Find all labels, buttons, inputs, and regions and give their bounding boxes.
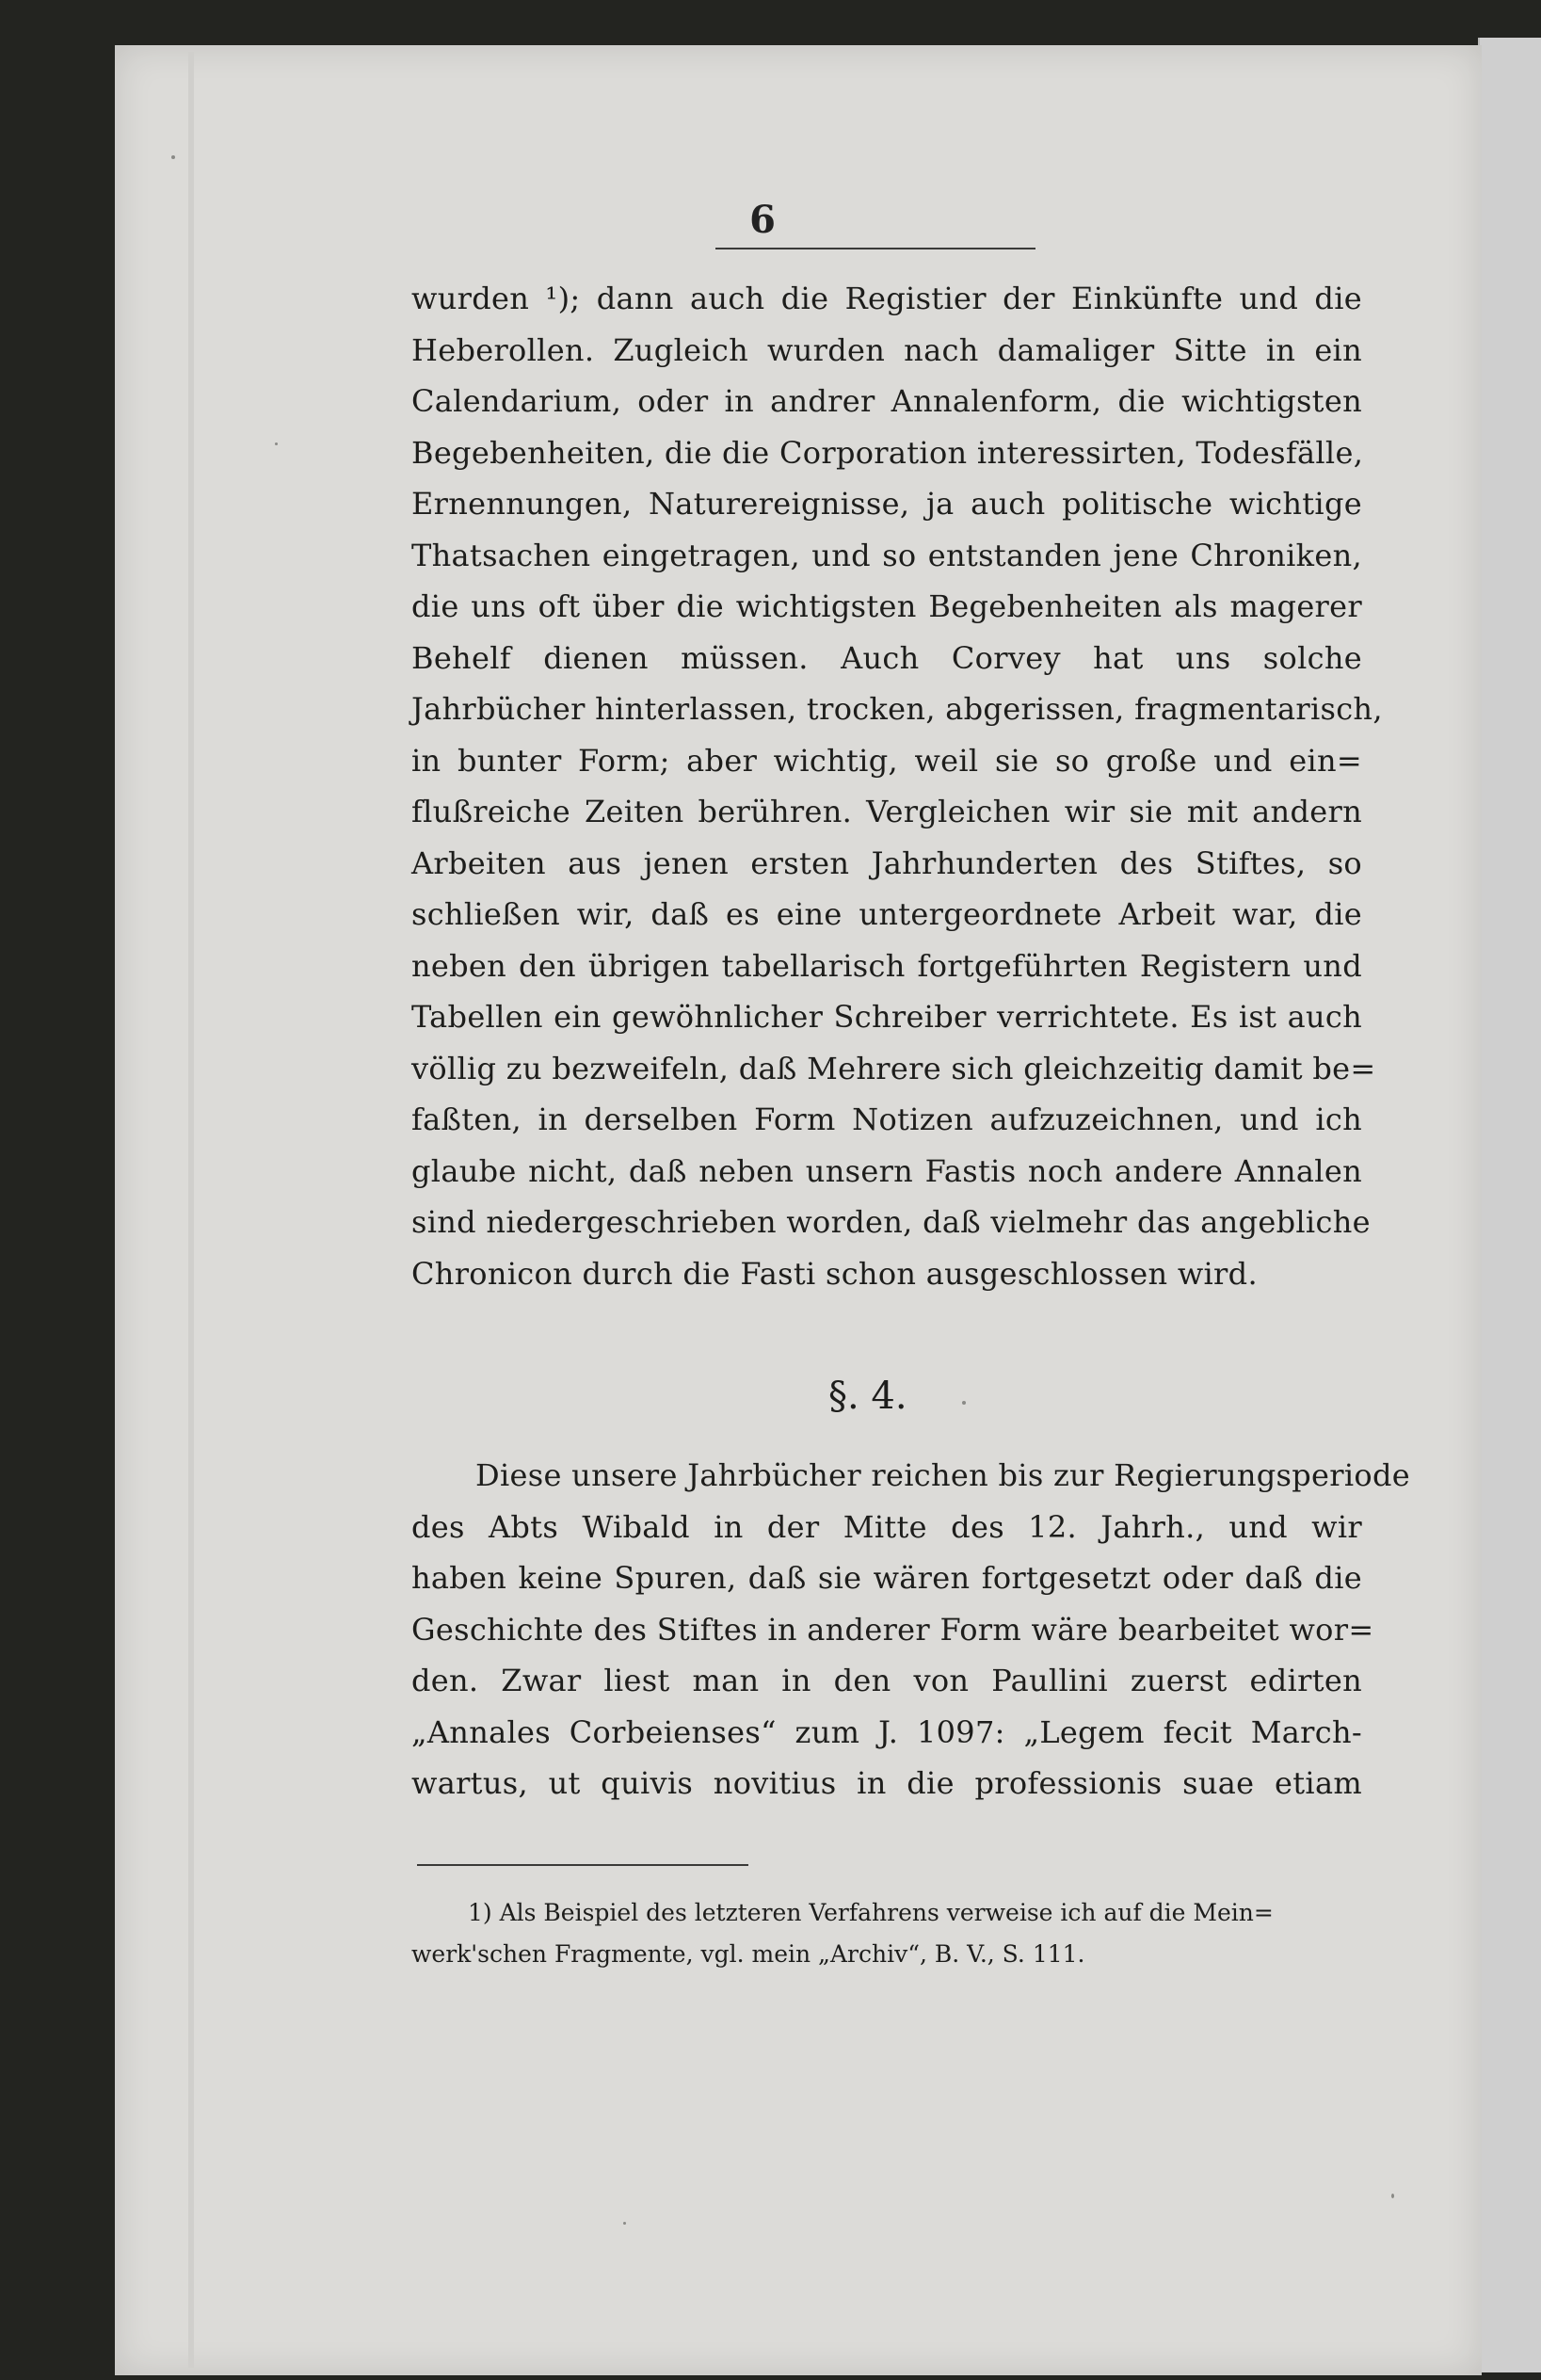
text-line: Begebenheiten, die die Corporation interessirten, Todesfälle, — [411, 434, 1364, 471]
paper-speck — [1391, 2194, 1394, 2198]
section-heading: §. 4. — [828, 1375, 907, 1418]
text-line: Heberollen. Zugleich wurden nach damaliger Sitte in ein — [411, 331, 1362, 368]
text-line: wurden ¹); dann auch die Registier der Einkünfte und die — [411, 281, 1362, 316]
text-line: schließen wir, daß es eine untergeordnete Arbeit war, die — [411, 896, 1362, 932]
text-line: die uns oft über die wichtigsten Begebenheiten als magerer — [411, 588, 1362, 624]
text-line: flußreiche Zeiten berühren. Vergleichen wir sie mit andern — [411, 794, 1362, 829]
text-line: Diese unsere Jahrbücher reichen bis zur Regierungsperiode — [475, 1457, 1411, 1493]
underlying-sheet-edge — [1478, 38, 1541, 2372]
text-line: haben keine Spuren, daß sie wären fortgesetzt oder daß die — [411, 1560, 1362, 1596]
text-line: Jahrbücher hinterlassen, trocken, abgerissen, fragmentarisch, — [411, 691, 1383, 727]
paper-speck — [623, 2222, 626, 2225]
text-line: Geschichte des Stiftes in anderer Form wäre bearbeitet wor= — [411, 1611, 1374, 1648]
text-line: sind niedergeschrieben worden, daß vielmehr das angebliche — [411, 1204, 1371, 1240]
text-line: den. Zwar liest man in den von Paullini zuerst edirten — [411, 1663, 1362, 1698]
page-binding-edge — [188, 52, 194, 2368]
paper-speck — [171, 155, 175, 159]
footnote-line: werk'schen Fragmente, vgl. mein „Archiv“, B. V., S. 111. — [411, 1940, 1085, 1968]
paper-speck — [275, 442, 278, 445]
text-line: Behelf dienen müssen. Auch Corvey hat uns solche — [411, 639, 1362, 676]
text-line: Thatsachen eingetragen, und so entstanden jene Chroniken, — [411, 537, 1362, 573]
text-line: wartus, ut quivis novitius in die professionis suae etiam — [411, 1765, 1362, 1801]
text-line: Arbeiten aus jenen ersten Jahrhunderten des Stiftes, so — [411, 844, 1362, 881]
text-line: Ernennungen, Naturereignisse, ja auch politische wichtige — [411, 486, 1362, 522]
text-line: glaube nicht, daß neben unsern Fastis noch andere Annalen — [411, 1152, 1362, 1189]
page-number: 6 — [749, 198, 776, 242]
header-rule — [715, 248, 1035, 249]
main-text-block — [411, 273, 1383, 1299]
text-line: Chronicon durch die Fasti schon ausgeschlossen wird. — [411, 1255, 1258, 1292]
text-line: faßten, in derselben Form Notizen aufzuzeichnen, und ich — [411, 1102, 1362, 1137]
footnote-rule — [417, 1864, 748, 1866]
section-text-block — [411, 1450, 1411, 1809]
text-line: „Annales Corbeienses“ zum J. 1097: „Legem fecit March- — [411, 1713, 1362, 1750]
text-line: in bunter Form; aber wichtig, weil sie so große und ein= — [411, 742, 1362, 779]
text-line: Tabellen ein gewöhnlicher Schreiber verrichtete. Es ist auch — [411, 999, 1362, 1035]
footnote — [411, 1892, 1362, 1975]
text-line: neben den übrigen tabellarisch fortgeführten Registern und — [411, 947, 1362, 984]
paper-speck — [962, 1401, 966, 1405]
text-line: völlig zu bezweifeln, daß Mehrere sich gleichzeitig damit be= — [411, 1050, 1376, 1086]
text-line: Calendarium, oder in andrer Annalenform, die wichtigsten — [411, 383, 1362, 419]
footnote-line: 1) Als Beispiel des letzteren Verfahrens verweise ich auf die Mein= — [468, 1899, 1274, 1926]
text-line: des Abts Wibald in der Mitte des 12. Jahrh., und wir — [411, 1508, 1362, 1545]
